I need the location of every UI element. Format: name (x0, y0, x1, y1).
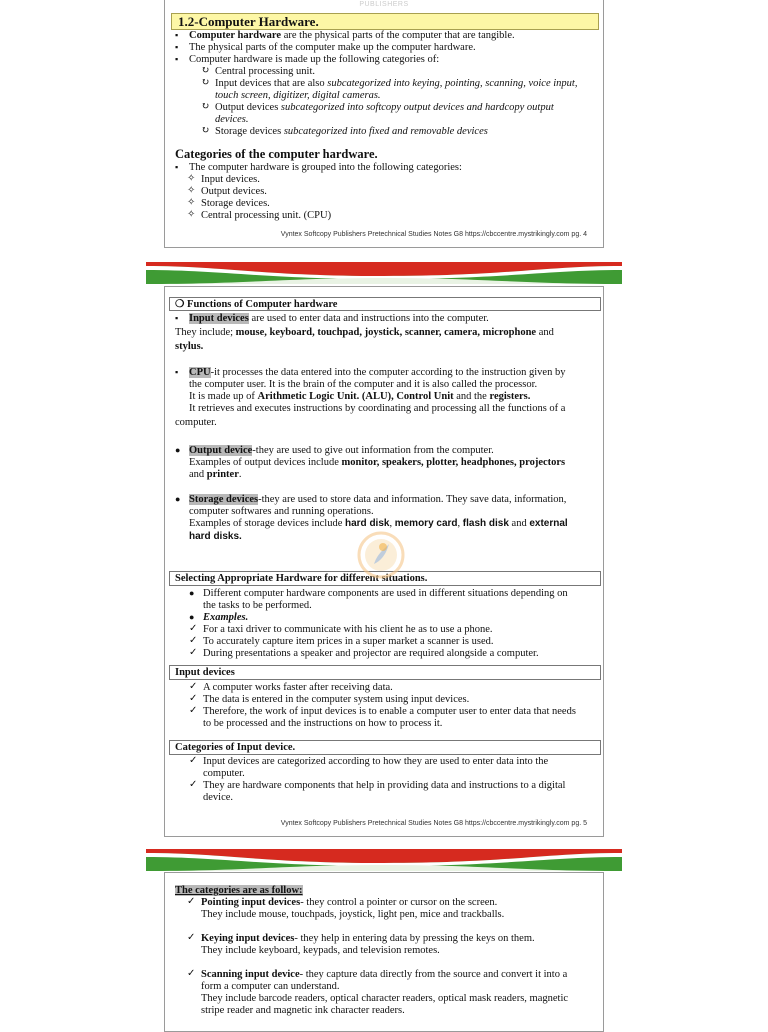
subsection-heading: Categories of the computer hardware. (175, 147, 378, 161)
bullet-icon: ● (189, 588, 195, 598)
text-line: computer. (203, 768, 245, 779)
check-icon: ✓ (189, 705, 198, 716)
text-line: They include keyboard, keypads, and television remotes. (201, 945, 440, 956)
list-item: Central processing unit. (CPU) (201, 210, 332, 221)
text-line: CPU-it processes the data entered into the computer according to the instruction given by (189, 367, 566, 378)
section-heading: Selecting Appropriate Hardware for different situations. (169, 571, 601, 586)
text-line: It is made up of Arithmetic Logic Unit. (ALU), Control Unit and the registers. (189, 391, 531, 402)
text-line: the tasks to be performed. (203, 600, 312, 611)
text-line: touch screen, digitizer, digital cameras. (215, 90, 381, 101)
list-item: A computer works faster after receiving data. (203, 682, 393, 693)
bullet-icon: ▪ (175, 42, 179, 52)
check-icon: ✓ (187, 896, 196, 907)
text-line: It retrieves and executes instructions by coordinating and processing all the functions of a (189, 403, 566, 414)
bullet-icon: ▪ (175, 367, 179, 377)
check-icon: ✓ (189, 755, 198, 766)
list-item: Scanning input device- they capture data directly from the source and convert it into a (201, 969, 568, 980)
bullet-icon: ● (175, 445, 181, 455)
check-icon: ✓ (189, 623, 198, 634)
list-item: The data is entered in the computer system using input devices. (203, 694, 470, 705)
text-line: Computer hardware is made up the following categories of: (189, 54, 440, 65)
section-heading: Input devices (169, 665, 601, 680)
check-icon: ✓ (189, 693, 198, 704)
list-item: Therefore, the work of input devices is to enable a computer user to enter data that needs (203, 706, 576, 717)
text-line: Input devices that are also subcategorized into keying, pointing, scanning, voice input, (215, 78, 578, 89)
bullet-icon: ▪ (175, 54, 179, 64)
text-line: Examples. (203, 612, 249, 623)
text-line: The physical parts of the computer make up the computer hardware. (189, 42, 476, 53)
bullet-icon: ▪ (175, 162, 179, 172)
sub-bullet-icon: ↻ (201, 125, 210, 136)
check-icon: ✓ (189, 635, 198, 646)
page-divider (146, 849, 622, 871)
text-line: Central processing unit. (215, 66, 316, 77)
page-footer: Vyntex Softcopy Publishers Pretechnical Studies Notes G8 https://cbccentre.mystrikingly.com pg. 4 (280, 231, 587, 238)
text-line: to be processed and the instructions on how to process it. (203, 718, 443, 729)
section-heading: 1.2-Computer Hardware. (171, 13, 599, 30)
text-line: and printer. (189, 469, 242, 480)
text-line: Examples of storage devices include hard disk, memory card, flash disk and external (189, 518, 568, 529)
text-line: device. (203, 792, 234, 803)
text-line: Examples of output devices include monitor, speakers, plotter, headphones, projectors (189, 457, 566, 468)
text-line: They include barcode readers, optical character readers, optical mask readers, magnetic (201, 993, 569, 1004)
list-item: During presentations a speaker and projector are required alongside a computer. (203, 648, 539, 659)
text-line: devices. (215, 114, 249, 125)
text-line: The computer hardware is grouped into the following categories: (189, 162, 462, 173)
bullet-icon: ● (175, 494, 181, 504)
list-item: For a taxi driver to communicate with his client he as to use a phone. (203, 624, 493, 635)
section-heading: ❍ Functions of Computer hardware (169, 297, 601, 311)
check-icon: ✓ (189, 779, 198, 790)
text-line: Output devices subcategorized into softcopy output devices and hardcopy output (215, 102, 554, 113)
diamond-star-icon: ✧ (187, 209, 196, 220)
document-page-6 (164, 872, 604, 1032)
diamond-star-icon: ✧ (187, 173, 196, 184)
circle-bullet-icon: ❍ (175, 299, 185, 310)
diamond-star-icon: ✧ (187, 185, 196, 196)
list-item: To accurately capture item prices in a super market a scanner is used. (203, 636, 494, 647)
text-line: Storage devices-they are used to store data and information. They save data, information, (189, 494, 567, 505)
list-item: Input devices are categorized according to how they are used to enter data into the (203, 756, 549, 767)
watermark-logo-icon (356, 530, 406, 580)
text-line: They include mouse, touchpads, joystick, light pen, mice and trackballs. (201, 909, 505, 920)
text-line: Input devices are used to enter data and instructions into the computer. (189, 313, 489, 324)
text-line: Different computer hardware components are used in different situations depending on (203, 588, 568, 599)
bullet-icon: ● (189, 612, 195, 622)
text-line: stylus. (175, 341, 204, 352)
diamond-star-icon: ✧ (187, 197, 196, 208)
text-line: computer. (175, 417, 217, 428)
list-item: Storage devices. (201, 198, 270, 209)
sub-bullet-icon: ↻ (201, 77, 210, 88)
page-divider (146, 262, 622, 284)
publisher-header: PUBLISHERS (359, 1, 409, 8)
list-item: Output devices. (201, 186, 267, 197)
sub-bullet-icon: ↻ (201, 65, 210, 76)
list-item: Input devices. (201, 174, 260, 185)
check-icon: ✓ (189, 681, 198, 692)
check-icon: ✓ (187, 968, 196, 979)
text-line: stripe reader and magnetic ink character readers. (201, 1005, 405, 1016)
text-line: hard disks. (189, 531, 242, 542)
bullet-icon: ▪ (175, 30, 179, 40)
sub-bullet-icon: ↻ (201, 101, 210, 112)
check-icon: ✓ (187, 932, 196, 943)
text-line: form a computer can understand. (201, 981, 340, 992)
text-line: computer softwares and running operations. (189, 506, 374, 517)
page-footer: Vyntex Softcopy Publishers Pretechnical Studies Notes G8 https://cbccentre.mystrikingly.com pg. 5 (280, 820, 587, 827)
section-heading: Categories of Input device. (169, 740, 601, 755)
list-item: They are hardware components that help in providing data and instructions to a digital (203, 780, 566, 791)
text-line: Computer hardware are the physical parts of the computer that are tangible. (189, 30, 515, 41)
text-line: Output device-they are used to give out information from the computer. (189, 445, 494, 456)
check-icon: ✓ (189, 647, 198, 658)
list-item: Pointing input devices- they control a pointer or cursor on the screen. (201, 897, 498, 908)
text-line: They include; mouse, keyboard, touchpad, joystick, scanner, camera, microphone and (175, 327, 554, 338)
document-page-4 (164, 0, 604, 248)
text-line: the computer user. It is the brain of the computer and it is also called the processor. (189, 379, 538, 390)
text-line: Storage devices subcategorized into fixed and removable devices (215, 126, 488, 137)
list-item: Keying input devices- they help in entering data by pressing the keys on them. (201, 933, 535, 944)
bullet-icon: ▪ (175, 313, 179, 323)
section-heading: The categories are as follow: (175, 885, 303, 896)
